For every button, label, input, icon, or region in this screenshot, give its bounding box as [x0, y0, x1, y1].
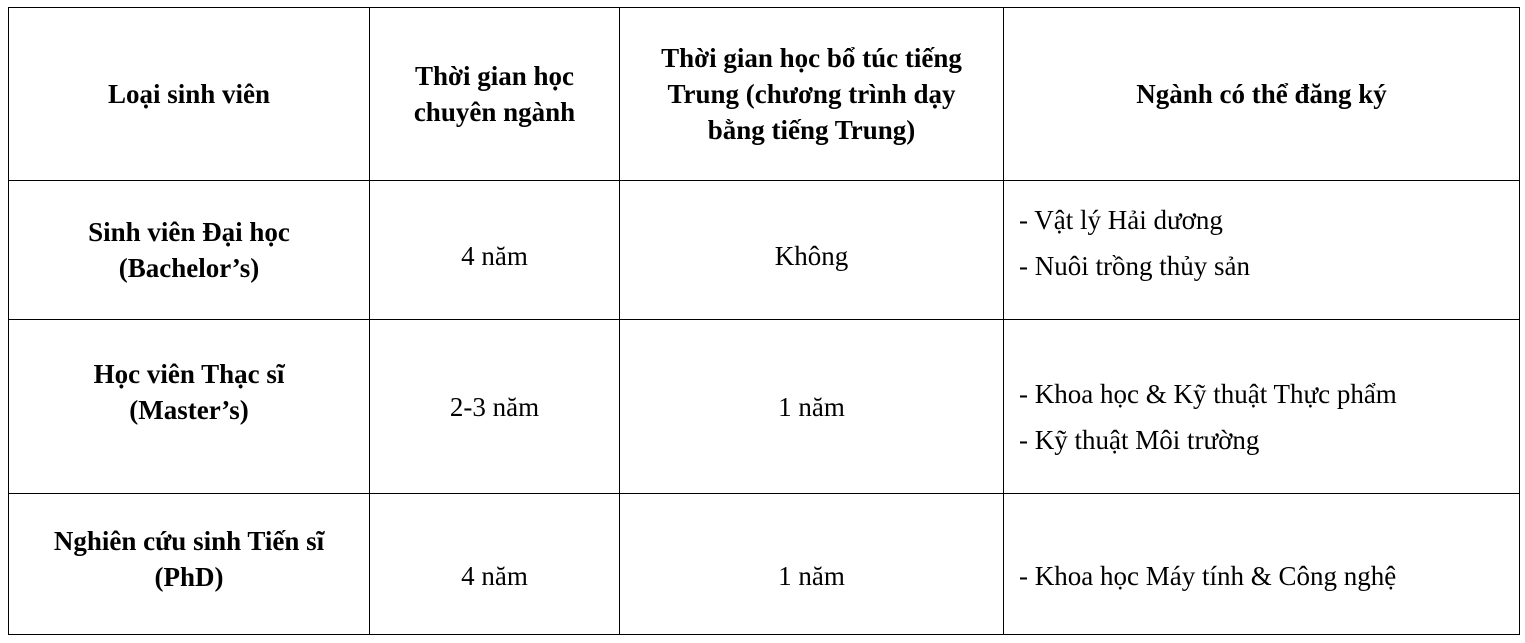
- major-item: - Vật lý Hải dương: [1019, 205, 1223, 235]
- table-header-row: [9, 8, 1520, 181]
- header-major-duration: [370, 8, 620, 181]
- table-row: [9, 320, 1520, 494]
- majors-cell: [1004, 320, 1520, 494]
- header-major-duration-line-2: chuyên ngành: [413, 97, 576, 127]
- student-type-line: Nghiên cứu sinh Tiến sĩ: [53, 526, 325, 556]
- major-item: - Khoa học & Kỹ thuật Thực phẩm: [1019, 378, 1397, 409]
- chinese-prep-cell: Không: [620, 181, 1004, 320]
- header-student-type: Loại sinh viên: [9, 8, 370, 181]
- table-row: [9, 494, 1520, 635]
- header-chinese-prep-line-3: bằng tiếng Trung): [707, 115, 916, 145]
- chinese-prep-cell: 1 năm: [620, 494, 1004, 635]
- header-available-majors: Ngành có thể đăng ký: [1004, 8, 1520, 181]
- major-duration-cell: 4 năm: [370, 494, 620, 635]
- table-row: [9, 181, 1520, 320]
- header-chinese-prep-duration: [620, 8, 1004, 181]
- student-type-line: Sinh viên Đại học: [88, 217, 290, 247]
- header-chinese-prep-line-1: Thời gian học bổ túc tiếng: [661, 43, 962, 73]
- student-type-line: (Master’s): [129, 394, 249, 425]
- major-duration-cell: 4 năm: [370, 181, 620, 320]
- major-item: - Nuôi trồng thủy sản: [1019, 251, 1250, 281]
- majors-cell: [1004, 494, 1520, 635]
- student-type-cell: [9, 181, 370, 320]
- student-type-line: Học viên Thạc sĩ: [93, 358, 285, 389]
- header-major-duration-line-1: Thời gian học: [415, 61, 574, 91]
- student-type-cell: [9, 320, 370, 494]
- chinese-prep-cell: 1 năm: [620, 320, 1004, 494]
- student-type-line: (PhD): [154, 562, 224, 592]
- header-chinese-prep-line-2: Trung (chương trình dạy: [667, 79, 956, 109]
- program-table: [8, 7, 1520, 635]
- student-type-line: (Bachelor’s): [118, 253, 260, 283]
- majors-cell: [1004, 181, 1520, 320]
- major-duration-cell: 2-3 năm: [370, 320, 620, 494]
- major-item: - Kỹ thuật Môi trường: [1019, 424, 1260, 455]
- major-item: - Khoa học Máy tính & Công nghệ: [1019, 561, 1397, 591]
- student-type-cell: [9, 494, 370, 635]
